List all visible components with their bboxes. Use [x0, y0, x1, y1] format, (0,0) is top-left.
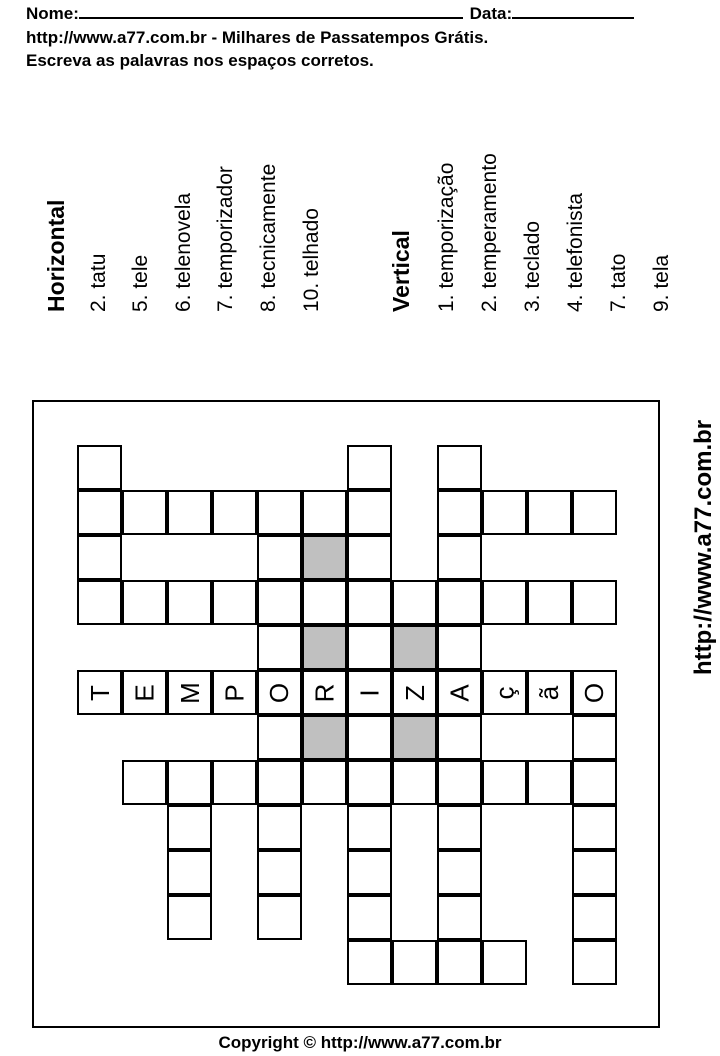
grid-cell[interactable]: [572, 850, 617, 895]
grid-cell[interactable]: [302, 670, 347, 715]
clue-vertical: 7. tato: [607, 253, 630, 312]
grid-cell[interactable]: [437, 805, 482, 850]
grid-cell[interactable]: [572, 895, 617, 940]
grid-cell[interactable]: [392, 760, 437, 805]
grid-cell[interactable]: [347, 715, 392, 760]
grid-cell[interactable]: [347, 670, 392, 715]
grid-cell[interactable]: [347, 535, 392, 580]
grid-cell[interactable]: [257, 580, 302, 625]
copyright: Copyright © http://www.a77.com.br: [218, 1033, 502, 1052]
cell-letter: P: [219, 683, 250, 702]
grid-cell[interactable]: [347, 940, 392, 985]
cell-letter: Z: [399, 684, 430, 701]
grid-cell[interactable]: [167, 670, 212, 715]
grid-cell[interactable]: [257, 895, 302, 940]
grid-cell[interactable]: [257, 715, 302, 760]
grid-cell[interactable]: [347, 445, 392, 490]
grid-cell[interactable]: [212, 760, 257, 805]
grid-cell[interactable]: [437, 580, 482, 625]
cell-letter: T: [84, 684, 115, 701]
grid-cell[interactable]: [482, 940, 527, 985]
grid-cell[interactable]: [437, 895, 482, 940]
grid-cell[interactable]: [257, 760, 302, 805]
grid-cell[interactable]: [527, 580, 572, 625]
grid-cell[interactable]: [257, 850, 302, 895]
vertical-title: Vertical: [388, 230, 414, 312]
grid-cell[interactable]: [392, 625, 437, 670]
grid-cell[interactable]: [437, 715, 482, 760]
grid-cell[interactable]: [257, 490, 302, 535]
grid-cell[interactable]: [302, 535, 347, 580]
site-line: http://www.a77.com.br - Milhares de Passatempos Grátis.: [26, 28, 489, 47]
grid-cell[interactable]: [167, 490, 212, 535]
clue-horizontal: 10. telhado: [300, 208, 323, 312]
grid-cell[interactable]: [392, 715, 437, 760]
grid-cell[interactable]: [437, 850, 482, 895]
grid-cell[interactable]: [347, 580, 392, 625]
cell-letter: I: [354, 688, 385, 697]
grid-cell[interactable]: [167, 580, 212, 625]
grid-cell[interactable]: [302, 490, 347, 535]
side-url: http://www.a77.com.br: [690, 419, 717, 675]
clue-vertical: 2. temperamento: [478, 153, 501, 312]
grid-cell[interactable]: [572, 490, 617, 535]
grid-cell[interactable]: [482, 580, 527, 625]
grid-cell[interactable]: [77, 670, 122, 715]
grid-cell[interactable]: [572, 760, 617, 805]
grid-cell[interactable]: [437, 490, 482, 535]
grid-cell[interactable]: [77, 580, 122, 625]
nome-label: Nome:: [26, 4, 79, 23]
clue-horizontal: 7. temporizador: [214, 166, 237, 312]
instruction: Escreva as palavras nos espaços corretos.: [26, 51, 374, 70]
grid-cell[interactable]: [347, 625, 392, 670]
grid-cell[interactable]: [212, 670, 257, 715]
clue-vertical: 4. telefonista: [564, 192, 587, 312]
grid-cell[interactable]: [437, 760, 482, 805]
clue-horizontal: 6. telenovela: [172, 192, 195, 312]
cell-letter: A: [444, 683, 475, 702]
grid-cell[interactable]: [167, 895, 212, 940]
grid-cell[interactable]: [257, 625, 302, 670]
cell-letter: ã: [534, 685, 565, 700]
grid-cell[interactable]: [482, 760, 527, 805]
grid-cell[interactable]: [122, 490, 167, 535]
grid-cell[interactable]: [257, 535, 302, 580]
grid-cell[interactable]: [257, 805, 302, 850]
grid-cell[interactable]: [167, 760, 212, 805]
clue-horizontal: 2. tatu: [87, 253, 110, 312]
grid-cell[interactable]: [527, 490, 572, 535]
grid-cell[interactable]: [572, 805, 617, 850]
grid-cell[interactable]: [572, 940, 617, 985]
grid-cell[interactable]: [257, 670, 302, 715]
cell-letter: ç: [489, 686, 520, 699]
grid-cell[interactable]: [392, 670, 437, 715]
grid-cell[interactable]: [347, 760, 392, 805]
clue-horizontal: 8. tecnicamente: [257, 163, 280, 312]
grid-cell[interactable]: [437, 625, 482, 670]
grid-cell[interactable]: [482, 490, 527, 535]
clue-list: [36, 0, 676, 312]
cell-letter: O: [579, 682, 610, 703]
grid-cell[interactable]: [167, 805, 212, 850]
grid-cell[interactable]: [572, 580, 617, 625]
grid-cell[interactable]: [437, 445, 482, 490]
grid-cell[interactable]: [437, 940, 482, 985]
grid-cell[interactable]: [347, 850, 392, 895]
cell-letter: O: [264, 682, 295, 703]
grid-cell[interactable]: [437, 670, 482, 715]
data-label: Data:: [469, 4, 513, 23]
grid-cell[interactable]: [527, 760, 572, 805]
grid-cell[interactable]: [347, 490, 392, 535]
grid-cell[interactable]: [527, 670, 572, 715]
grid-cell[interactable]: [347, 895, 392, 940]
grid-cell[interactable]: [77, 490, 122, 535]
grid-cell[interactable]: [122, 670, 167, 715]
grid-cell[interactable]: [572, 715, 617, 760]
cell-letter: E: [129, 683, 160, 702]
clue-vertical: 3. teclado: [521, 220, 544, 312]
grid-cell[interactable]: [392, 580, 437, 625]
grid-cell[interactable]: [122, 580, 167, 625]
cell-letter: R: [309, 683, 340, 702]
grid-cell[interactable]: [302, 625, 347, 670]
grid-cell[interactable]: [302, 760, 347, 805]
grid-cell[interactable]: [347, 805, 392, 850]
clue-horizontal: 5. tele: [129, 254, 152, 312]
horizontal-title: Horizontal: [43, 199, 69, 312]
grid-cell[interactable]: [302, 715, 347, 760]
grid-cell[interactable]: [572, 670, 617, 715]
clue-vertical: 1. temporização: [435, 162, 458, 312]
cell-letter: M: [174, 681, 205, 704]
grid-cell[interactable]: [302, 580, 347, 625]
grid-cell[interactable]: [212, 580, 257, 625]
grid-cell[interactable]: [482, 670, 527, 715]
grid-cell[interactable]: [122, 760, 167, 805]
grid-cell[interactable]: [77, 445, 122, 490]
grid-cell[interactable]: [392, 940, 437, 985]
grid-cell[interactable]: [212, 490, 257, 535]
grid-cell[interactable]: [167, 850, 212, 895]
clue-vertical: 9. tela: [650, 254, 673, 312]
grid-cell[interactable]: [437, 535, 482, 580]
grid-cell[interactable]: [77, 535, 122, 580]
